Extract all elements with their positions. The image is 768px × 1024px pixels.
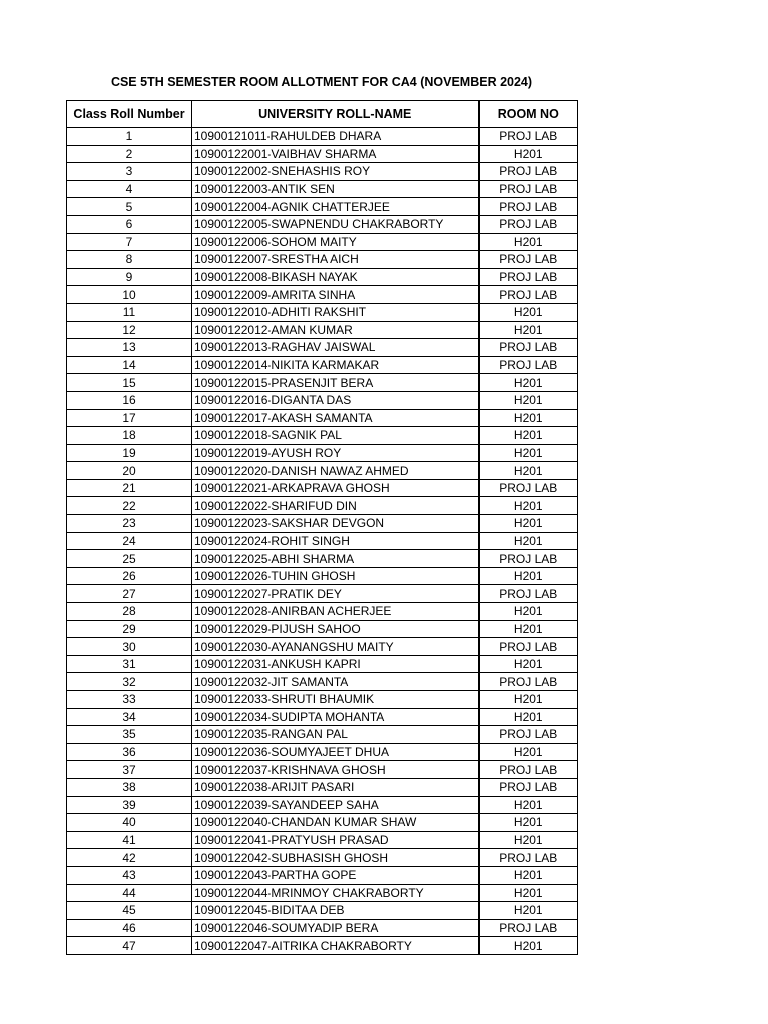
table-row [67,585,578,603]
university-roll-name-cell: 10900122044-MRINMOY CHAKRABORTY [192,884,479,902]
class-roll-number-cell: 2 [67,145,192,163]
table-row [67,620,578,638]
table-body [67,128,578,955]
university-roll-name-cell: 10900122003-ANTIK SEN [192,180,479,198]
room-no-cell: PROJ LAB [479,286,578,304]
room-no-cell: PROJ LAB [479,198,578,216]
room-no-cell: PROJ LAB [479,339,578,357]
table-row [67,286,578,304]
class-roll-number-cell: 22 [67,497,192,515]
university-roll-name-cell: 10900122041-PRATYUSH PRASAD [192,831,479,849]
class-roll-number-cell: 29 [67,620,192,638]
table-row [67,814,578,832]
table-row [67,796,578,814]
room-no-cell: H201 [479,743,578,761]
university-roll-name-cell: 10900122001-VAIBHAV SHARMA [192,145,479,163]
room-no-cell: H201 [479,831,578,849]
table-row [67,708,578,726]
table-row [67,743,578,761]
table-row [67,444,578,462]
class-roll-number-cell: 31 [67,655,192,673]
class-roll-number-cell: 23 [67,515,192,533]
class-roll-number-cell: 19 [67,444,192,462]
table-row [67,497,578,515]
university-roll-name-cell: 10900122010-ADHITI RAKSHIT [192,303,479,321]
table-row [67,391,578,409]
table-row [67,884,578,902]
room-no-cell: PROJ LAB [479,673,578,691]
university-roll-name-cell: 10900122008-BIKASH NAYAK [192,268,479,286]
table-row [67,409,578,427]
university-roll-name-cell: 10900122042-SUBHASISH GHOSH [192,849,479,867]
class-roll-number-cell: 30 [67,638,192,656]
table-row [67,128,578,146]
class-roll-number-cell: 9 [67,268,192,286]
table-row [67,673,578,691]
room-no-cell: H201 [479,444,578,462]
room-no-cell: H201 [479,655,578,673]
table-row [67,180,578,198]
room-no-cell: PROJ LAB [479,638,578,656]
university-roll-name-cell: 10900122016-DIGANTA DAS [192,391,479,409]
room-no-cell: H201 [479,391,578,409]
room-no-cell: PROJ LAB [479,849,578,867]
university-roll-name-cell: 10900122039-SAYANDEEP SAHA [192,796,479,814]
class-roll-number-cell: 21 [67,479,192,497]
room-no-cell: H201 [479,497,578,515]
class-roll-number-cell: 10 [67,286,192,304]
class-roll-number-cell: 33 [67,691,192,709]
table-row [67,567,578,585]
university-roll-name-cell: 10900122018-SAGNIK PAL [192,427,479,445]
room-no-cell: PROJ LAB [479,128,578,146]
room-no-cell: PROJ LAB [479,356,578,374]
table-row [67,356,578,374]
room-no-cell: H201 [479,603,578,621]
room-no-cell: PROJ LAB [479,268,578,286]
table-row [67,831,578,849]
table-row [67,866,578,884]
university-roll-name-cell: 10900122022-SHARIFUD DIN [192,497,479,515]
class-roll-number-cell: 20 [67,462,192,480]
class-roll-number-cell: 42 [67,849,192,867]
class-roll-number-cell: 25 [67,550,192,568]
table-row [67,479,578,497]
class-roll-number-cell: 43 [67,866,192,884]
class-roll-number-cell: 3 [67,163,192,181]
university-roll-name-cell: 10900122027-PRATIK DEY [192,585,479,603]
table-header-row [67,101,578,128]
university-roll-name-cell: 10900122017-AKASH SAMANTA [192,409,479,427]
university-roll-name-cell: 10900122033-SHRUTI BHAUMIK [192,691,479,709]
room-no-cell: H201 [479,620,578,638]
table-row [67,233,578,251]
university-roll-name-cell: 10900122025-ABHI SHARMA [192,550,479,568]
university-roll-name-cell: 10900122029-PIJUSH SAHOO [192,620,479,638]
room-no-cell: PROJ LAB [479,761,578,779]
university-roll-name-cell: 10900122028-ANIRBAN ACHERJEE [192,603,479,621]
class-roll-number-cell: 46 [67,919,192,937]
table-row [67,268,578,286]
class-roll-number-cell: 40 [67,814,192,832]
room-no-cell: H201 [479,567,578,585]
table-row [67,902,578,920]
university-roll-name-cell: 10900122024-ROHIT SINGH [192,532,479,550]
room-no-cell: H201 [479,708,578,726]
class-roll-number-cell: 6 [67,215,192,233]
room-no-cell: H201 [479,532,578,550]
room-no-cell: PROJ LAB [479,550,578,568]
room-no-cell: H201 [479,884,578,902]
university-roll-name-cell: 10900121011-RAHULDEB DHARA [192,128,479,146]
university-roll-name-cell: 10900122007-SRESTHA AICH [192,251,479,269]
class-roll-number-cell: 1 [67,128,192,146]
room-no-cell: PROJ LAB [479,726,578,744]
university-roll-name-cell: 10900122035-RANGAN PAL [192,726,479,744]
room-no-cell: PROJ LAB [479,251,578,269]
header-class-roll-number: Class Roll Number [67,101,192,128]
university-roll-name-cell: 10900122031-ANKUSH KAPRI [192,655,479,673]
university-roll-name-cell: 10900122020-DANISH NAWAZ AHMED [192,462,479,480]
table-row [67,691,578,709]
room-no-cell: H201 [479,409,578,427]
room-no-cell: H201 [479,515,578,533]
room-no-cell: H201 [479,303,578,321]
class-roll-number-cell: 38 [67,778,192,796]
university-roll-name-cell: 10900122036-SOUMYAJEET DHUA [192,743,479,761]
university-roll-name-cell: 10900122040-CHANDAN KUMAR SHAW [192,814,479,832]
table-row [67,303,578,321]
room-no-cell: H201 [479,691,578,709]
class-roll-number-cell: 7 [67,233,192,251]
room-no-cell: H201 [479,321,578,339]
table-row [67,145,578,163]
table-row [67,603,578,621]
table-row [67,339,578,357]
university-roll-name-cell: 10900122021-ARKAPRAVA GHOSH [192,479,479,497]
room-no-cell: H201 [479,145,578,163]
header-university-roll-name: UNIVERSITY ROLL-NAME [192,101,479,128]
university-roll-name-cell: 10900122004-AGNIK CHATTERJEE [192,198,479,216]
class-roll-number-cell: 44 [67,884,192,902]
university-roll-name-cell: 10900122006-SOHOM MAITY [192,233,479,251]
class-roll-number-cell: 14 [67,356,192,374]
university-roll-name-cell: 10900122038-ARIJIT PASARI [192,778,479,796]
university-roll-name-cell: 10900122013-RAGHAV JAISWAL [192,339,479,357]
table-row [67,655,578,673]
university-roll-name-cell: 10900122030-AYANANGSHU MAITY [192,638,479,656]
table-row [67,515,578,533]
university-roll-name-cell: 10900122037-KRISHNAVA GHOSH [192,761,479,779]
university-roll-name-cell: 10900122045-BIDITAA DEB [192,902,479,920]
room-no-cell: PROJ LAB [479,215,578,233]
class-roll-number-cell: 45 [67,902,192,920]
table-row [67,215,578,233]
room-allotment-table [66,100,578,955]
university-roll-name-cell: 10900122047-AITRIKA CHAKRABORTY [192,937,479,955]
table-row [67,198,578,216]
class-roll-number-cell: 11 [67,303,192,321]
class-roll-number-cell: 16 [67,391,192,409]
class-roll-number-cell: 15 [67,374,192,392]
university-roll-name-cell: 10900122012-AMAN KUMAR [192,321,479,339]
table-row [67,251,578,269]
room-no-cell: H201 [479,462,578,480]
university-roll-name-cell: 10900122023-SAKSHAR DEVGON [192,515,479,533]
document-title: CSE 5TH SEMESTER ROOM ALLOTMENT FOR CA4 (NOVEMBER 2024) [110,75,533,89]
table-row [67,374,578,392]
room-no-cell: H201 [479,866,578,884]
table-row [67,532,578,550]
table-row [67,462,578,480]
university-roll-name-cell: 10900122014-NIKITA KARMAKAR [192,356,479,374]
university-roll-name-cell: 10900122019-AYUSH ROY [192,444,479,462]
class-roll-number-cell: 41 [67,831,192,849]
room-no-cell: H201 [479,233,578,251]
class-roll-number-cell: 35 [67,726,192,744]
class-roll-number-cell: 27 [67,585,192,603]
university-roll-name-cell: 10900122015-PRASENJIT BERA [192,374,479,392]
class-roll-number-cell: 13 [67,339,192,357]
class-roll-number-cell: 26 [67,567,192,585]
room-no-cell: H201 [479,937,578,955]
table-row [67,761,578,779]
table-row [67,163,578,181]
room-no-cell: PROJ LAB [479,163,578,181]
class-roll-number-cell: 12 [67,321,192,339]
room-no-cell: PROJ LAB [479,919,578,937]
table-row [67,778,578,796]
table-row [67,427,578,445]
room-no-cell: PROJ LAB [479,180,578,198]
class-roll-number-cell: 34 [67,708,192,726]
class-roll-number-cell: 39 [67,796,192,814]
university-roll-name-cell: 10900122002-SNEHASHIS ROY [192,163,479,181]
university-roll-name-cell: 10900122034-SUDIPTA MOHANTA [192,708,479,726]
university-roll-name-cell: 10900122026-TUHIN GHOSH [192,567,479,585]
class-roll-number-cell: 18 [67,427,192,445]
class-roll-number-cell: 47 [67,937,192,955]
university-roll-name-cell: 10900122009-AMRITA SINHA [192,286,479,304]
table-row [67,919,578,937]
room-no-cell: PROJ LAB [479,585,578,603]
university-roll-name-cell: 10900122043-PARTHA GOPE [192,866,479,884]
university-roll-name-cell: 10900122032-JIT SAMANTA [192,673,479,691]
table-row [67,726,578,744]
room-no-cell: H201 [479,902,578,920]
table-row [67,849,578,867]
university-roll-name-cell: 10900122005-SWAPNENDU CHAKRABORTY [192,215,479,233]
class-roll-number-cell: 36 [67,743,192,761]
table-row [67,550,578,568]
room-no-cell: H201 [479,796,578,814]
class-roll-number-cell: 37 [67,761,192,779]
room-no-cell: H201 [479,427,578,445]
class-roll-number-cell: 8 [67,251,192,269]
room-no-cell: PROJ LAB [479,778,578,796]
class-roll-number-cell: 17 [67,409,192,427]
class-roll-number-cell: 28 [67,603,192,621]
class-roll-number-cell: 24 [67,532,192,550]
room-no-cell: H201 [479,814,578,832]
table-row [67,321,578,339]
table-row [67,937,578,955]
room-no-cell: H201 [479,374,578,392]
class-roll-number-cell: 32 [67,673,192,691]
class-roll-number-cell: 5 [67,198,192,216]
room-no-cell: PROJ LAB [479,479,578,497]
class-roll-number-cell: 4 [67,180,192,198]
table-row [67,638,578,656]
header-room-no: ROOM NO [479,101,578,128]
university-roll-name-cell: 10900122046-SOUMYADIP BERA [192,919,479,937]
